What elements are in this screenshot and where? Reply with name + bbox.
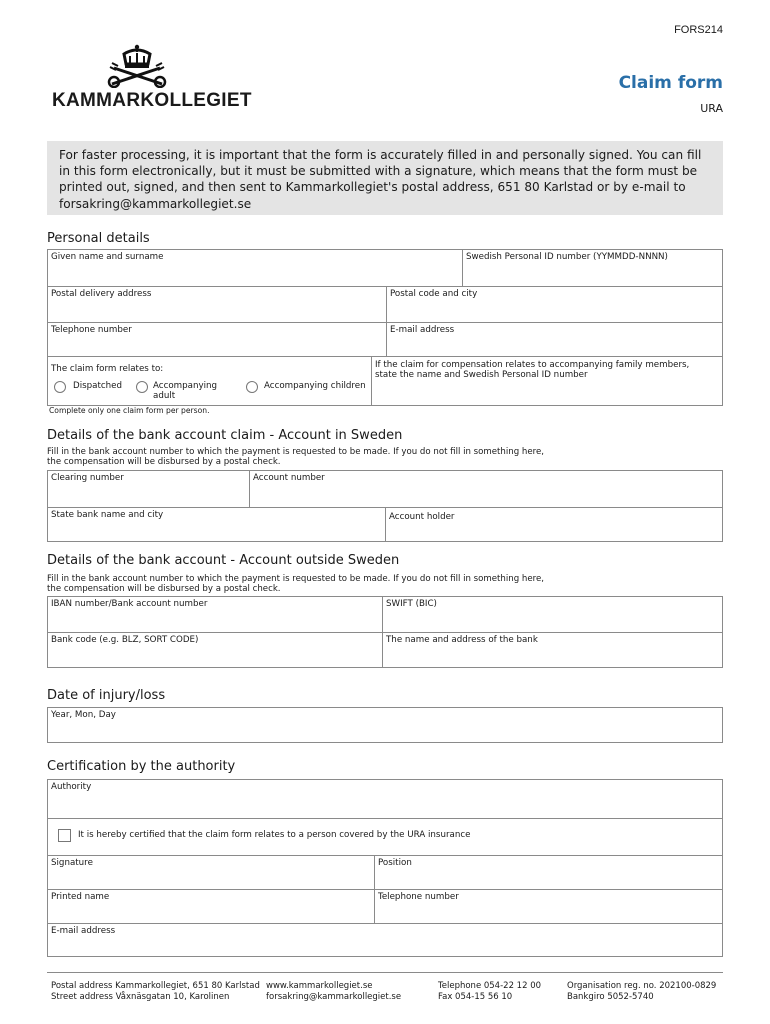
field-label: Account number (253, 473, 325, 483)
radio-accompanying-adult[interactable] (136, 381, 148, 393)
postal-address-field[interactable] (48, 287, 387, 323)
field-label: Given name and surname (51, 252, 164, 262)
certify-row (48, 819, 722, 856)
footer-org-no: Organisation reg. no. 202100-0829 (567, 981, 717, 991)
claim-relates-group (48, 357, 372, 405)
page-title: Claim form (618, 73, 723, 93)
account-number-field[interactable] (250, 471, 722, 508)
footer-mail-link[interactable]: forsakring@kammarkollegiet.se (266, 992, 402, 1002)
field-label: E-mail address (390, 325, 455, 335)
field-label: Postal code and city (390, 289, 478, 299)
radio-label: Accompanying children (264, 381, 366, 391)
given-name-field[interactable] (48, 250, 463, 287)
footer-postal: Postal address Kammarkollegiet, 651 80 Karlstad (51, 981, 260, 991)
field-label: Position (378, 858, 412, 868)
postal-code-field[interactable] (387, 287, 722, 323)
telephone-field[interactable] (48, 323, 387, 357)
field-label: The name and address of the bank (386, 635, 538, 645)
footer-contact (266, 981, 401, 1003)
footer-address (51, 981, 260, 1003)
radio-label: Dispatched (73, 381, 123, 391)
footer-divider (47, 972, 723, 973)
one-form-note: Complete only one claim form per person. (49, 406, 210, 415)
field-label: Authority (51, 782, 92, 792)
radio-label: adult (153, 391, 176, 401)
swift-field[interactable] (383, 597, 722, 633)
footer-fax: Fax 054-15 56 10 (438, 992, 513, 1002)
signature-field[interactable] (48, 856, 375, 890)
radio-accompanying-children[interactable] (246, 381, 258, 393)
printed-name-field[interactable] (48, 890, 375, 924)
bank-name-field[interactable] (48, 508, 386, 541)
field-label: Postal delivery address (51, 289, 152, 299)
bank-sweden-table (47, 470, 723, 542)
certify-label: It is hereby certified that the claim form relates to a person covered by the URA insurance (78, 830, 471, 840)
clearing-number-field[interactable] (48, 471, 250, 508)
page-subtitle: URA (700, 102, 723, 115)
form-code: FORS214 (674, 24, 723, 36)
footer-telephone: Telephone 054-22 12 00 (438, 981, 542, 991)
logo-text: KAMMARKOLLEGIET (52, 90, 252, 111)
footer-bankgiro: Bankgiro 5052-5740 (567, 992, 654, 1002)
field-label: Year, Mon, Day (51, 710, 116, 720)
field-label: Clearing number (51, 473, 124, 483)
footer-org (567, 981, 716, 1003)
field-label: Bank code (e.g. BLZ, SORT CODE) (51, 635, 199, 645)
field-label: Signature (51, 858, 93, 868)
position-field[interactable] (375, 856, 722, 890)
footer-street: Street address Våxnäsgatan 10, Karolinen (51, 992, 230, 1002)
logo (52, 44, 252, 112)
bank-name-address-field[interactable] (383, 633, 722, 667)
footer-phone (438, 981, 541, 1003)
personal-details-table (47, 249, 723, 406)
field-label: E-mail address (51, 926, 116, 936)
bank-code-field[interactable] (48, 633, 383, 667)
iban-field[interactable] (48, 597, 383, 633)
field-label: Telephone number (378, 892, 459, 902)
family-members-field[interactable] (372, 357, 722, 405)
certify-checkbox[interactable] (58, 829, 71, 842)
section-heading-bank-sweden: Details of the bank account claim - Account in Sweden (47, 428, 403, 443)
footer-web-link[interactable]: www.kammarkollegiet.se (266, 981, 373, 991)
intro-text: For faster processing, it is important that the form is accurately filled in and personally signed. You can fill in this form electronically, but it must be submitted with a signature, which means that the form must be printed out, signed, and then sent to Kammarkollegiet's postal address, 651 80 Karlstad or by e-mail to forsakring@kammarkollegiet.se (47, 141, 723, 215)
section-heading-injury: Date of injury/loss (47, 688, 166, 703)
radio-dispatched[interactable] (54, 381, 66, 393)
personal-id-field[interactable] (463, 250, 722, 287)
section-heading-certification: Certification by the authority (47, 759, 236, 774)
crown-keys-icon (104, 44, 170, 88)
authority-field[interactable] (48, 780, 722, 819)
field-label: Telephone number (51, 325, 132, 335)
field-label: state the name and Swedish Personal ID number (375, 370, 588, 380)
cert-email-field[interactable] (48, 924, 722, 956)
section-heading-bank-abroad: Details of the bank account - Account outside Sweden (47, 553, 400, 568)
bank-abroad-note-2: the compensation will be disbursed by a postal check. (47, 584, 281, 594)
field-label: IBAN number/Bank account number (51, 599, 208, 609)
field-label: SWIFT (BIC) (386, 599, 437, 609)
injury-date-field[interactable] (47, 707, 723, 743)
field-label: State bank name and city (51, 510, 164, 520)
bank-abroad-table (47, 596, 723, 668)
account-holder-field[interactable] (386, 508, 722, 541)
radio-label: Accompanying (153, 381, 218, 391)
cert-telephone-field[interactable] (375, 890, 722, 924)
field-label: If the claim for compensation relates to accompanying family members, (375, 360, 690, 370)
field-label: The claim form relates to: (51, 364, 164, 374)
field-label: Printed name (51, 892, 110, 902)
field-label: Swedish Personal ID number (YYMMDD-NNNN) (466, 252, 668, 262)
email-field[interactable] (387, 323, 722, 357)
section-heading-personal: Personal details (47, 231, 150, 246)
field-label: Account holder (389, 512, 455, 522)
bank-sweden-note-1: Fill in the bank account number to which the payment is requested to be made. If you do not fill in something here, (47, 447, 544, 457)
certification-table (47, 779, 723, 957)
bank-sweden-note-2: the compensation will be disbursed by a postal check. (47, 457, 281, 467)
bank-abroad-note-1: Fill in the bank account number to which the payment is requested to be made. If you do not fill in something here, (47, 574, 544, 584)
